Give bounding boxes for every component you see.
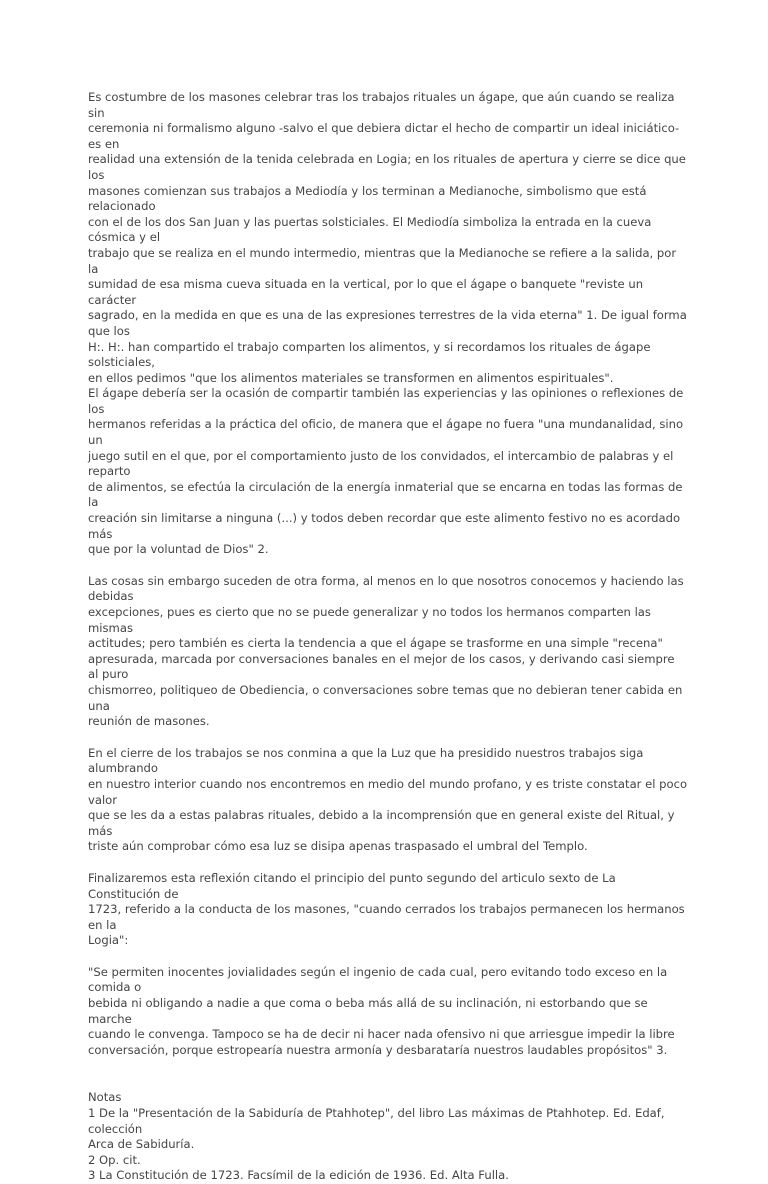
notes-heading: Notas bbox=[88, 1090, 122, 1105]
notes-spacer bbox=[88, 1058, 688, 1090]
paragraph-constitution-quote: "Se permiten inocentes jovialidades según el ingenio de cada cual, pero evitando todo exceso en la comida o bebida ni obligando a nadie a que coma o beba más allá de su inclinación, ni estorbando que se marche cuando le convenga. Tampoco se ha de decir ni hacer nada ofensivo ni que arriesgue impedir la libre conversación, porque estropearía nuestra armonía y desbarataría nuestros laudables propósitos" 3. bbox=[88, 964, 675, 1057]
paragraph-closing-light: En el cierre de los trabajos se nos conmina a que la Luz que ha presidido nuestros trabajos siga alumbrando en nuestro interior cuando nos encontremos en medio del mundo profano, y es triste constatar el poco valor que se les da a estas palabras rituales, debido a la incomprensión que en general existe del Ritual, y más triste aún comprobar cómo esa luz se disipa apenas traspasado el umbral del Templo. bbox=[88, 745, 688, 854]
paragraph-constitution-intro: Finalizaremos esta reflexión citando el principio del punto segundo del articulo sexto de La Constitución de 1723, referido a la conducta de los masones, "cuando cerrados los trabajos permanecen los hermanos en la Logia": bbox=[88, 870, 685, 948]
paragraph-reality: Las cosas sin embargo suceden de otra forma, al menos en lo que nosotros conocemos y haciendo las debidas excepciones, pues es cierto que no se puede generalizar y no todos los hermanos comparten las mismas actitudes; pero también es cierta la tendencia a que el ágape se trasforme en una simple "recena" apresurada, marcada por conversaciones banales en el mejor de los casos, y derivando casi siempre al puro chismorreo, politiqueo de Obediencia, o conversaciones sobre temas que no debieran tener cabida en una reunión de masones. bbox=[88, 573, 684, 729]
paragraph-agape-intro: Es costumbre de los masones celebrar tras los trabajos rituales un ágape, que aún cuando se realiza sin ceremonia ni formalismo alguno -salvo el que debiera dictar el hecho de compartir un ideal iniciático- es en realidad una extensión de la tenida celebrada en Logia; en los rituales de apertura y cierre se dice que los masones comienzan sus trabajos a Mediodía y los terminan a Medianoche, simbolismo que está relacionado con el de los dos San Juan y las puertas solsticiales. El Mediodía simboliza la entrada en la cueva cósmica y el trabajo que se realiza en el mundo intermedio, mientras que la Medianoche se refiere a la salida, por la sumidad de esa misma cueva situada en la vertical, por lo que el ágape o banquete "reviste un carácter sagrado, en la medida en que es una de las expresiones terrestres de la vida eterna" 1. De igual forma que los H:. H:. han compartido el trabajo comparten los alimentos, y si recordamos los rituales de ágape solsticiales, en ellos pedimos "que los alimentos materiales se transformen en alimentos espirituales". El ágape debería ser la ocasión de compartir también las experiencias y las opiniones o reflexiones de los hermanos referidas a la práctica del oficio, de manera que el ágape no fuera "una mundanalidad, sino un juego sutil en el que, por el comportamiento justo de los convidados, el intercambio de palabras y el reparto de alimentos, se efectúa la circulación de la energía inmaterial que se encarna en todas las formas de la creación sin limitarse a ninguna (...) y todos deben recordar que este alimento festivo no es acordado más que por la voluntad de Dios" 2. bbox=[88, 90, 687, 557]
note-item-3: 3 La Constitución de 1723. Facsímil de la edición de 1936. Ed. Alta Fulla. bbox=[88, 1168, 509, 1183]
paragraph-spacer bbox=[88, 949, 688, 965]
document-page bbox=[88, 90, 688, 1184]
note-item-2: 2 Op. cit. bbox=[88, 1152, 141, 1167]
paragraph-spacer bbox=[88, 558, 688, 574]
note-item-1: 1 De la "Presentación de la Sabiduría de Ptahhotep", del libro Las máximas de Ptahhotep. Ed. Edaf, colección Arca de Sabiduría. bbox=[88, 1106, 665, 1152]
notes-section bbox=[88, 1090, 688, 1184]
paragraph-spacer bbox=[88, 730, 688, 746]
paragraph-spacer bbox=[88, 855, 688, 871]
